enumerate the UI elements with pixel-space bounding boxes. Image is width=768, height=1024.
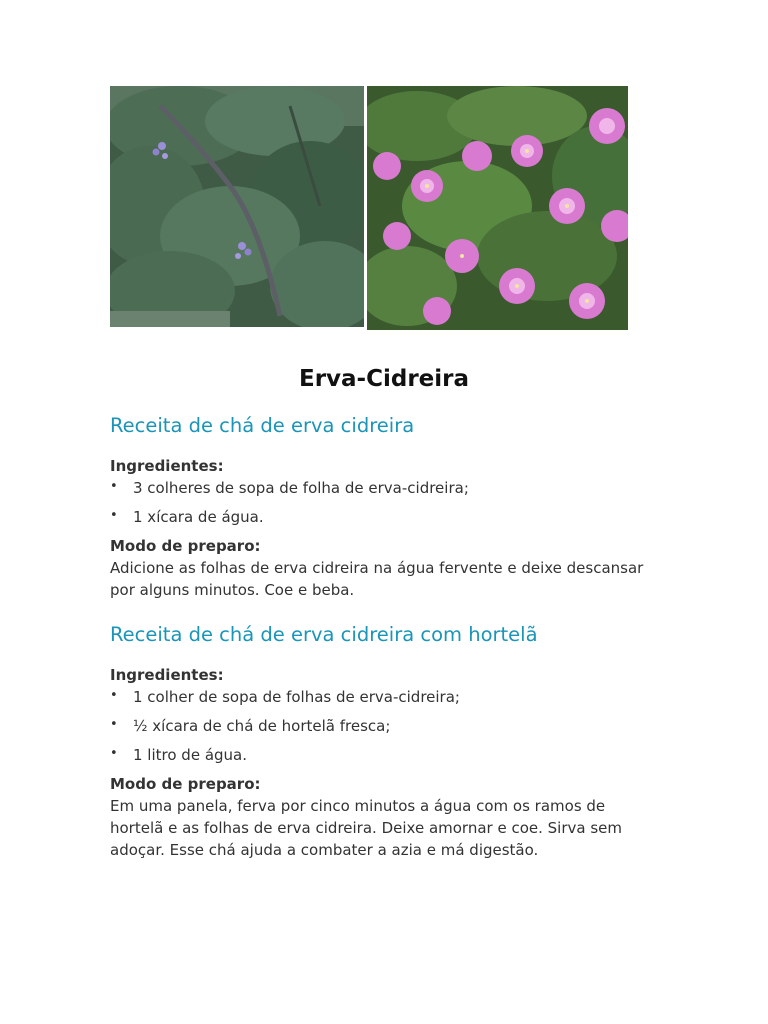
method-line: por alguns minutos. Coe e beba. [110,581,355,599]
method-text [110,795,655,861]
ingredient-text: ½ xícara de chá de hortelã fresca; [133,717,391,735]
method-line: Adicione as folhas de erva cidreira na água fervente e deixe descansar [110,559,644,577]
ingredient-text: 1 xícara de água. [133,508,264,526]
ingredient-text: 1 litro de água. [133,746,248,764]
ingredient-text: 1 colher de sopa de folhas de erva-cidreira; [133,688,460,706]
header-photos [110,86,628,330]
bullet-icon: • [110,479,118,494]
ingredients-label: Ingredientes: [110,666,224,684]
method-line: hortelã e as folhas de erva cidreira. Deixe amornar e coe. Sirva sem [110,819,622,837]
bullet-icon: • [110,688,118,703]
method-label: Modo de preparo: [110,537,261,555]
method-text [110,557,655,601]
bullet-icon: • [110,717,118,732]
bullet-icon: • [110,508,118,523]
bullet-icon: • [110,746,118,761]
recipe-heading: Receita de chá de erva cidreira [110,414,415,437]
lantana-flowers-photo [367,86,628,330]
method-line: adoçar. Esse chá ajuda a combater a azia e má digestão. [110,841,539,859]
method-line: Em uma panela, ferva por cinco minutos a água com os ramos de [110,797,606,815]
erva-cidreira-leaves-photo [110,86,364,327]
method-label: Modo de preparo: [110,775,261,793]
ingredient-text: 3 colheres de sopa de folha de erva-cidreira; [133,479,469,497]
ingredients-label: Ingredientes: [110,457,224,475]
page-title: Erva-Cidreira [298,366,470,392]
recipe-heading: Receita de chá de erva cidreira com hortelã [110,623,538,646]
